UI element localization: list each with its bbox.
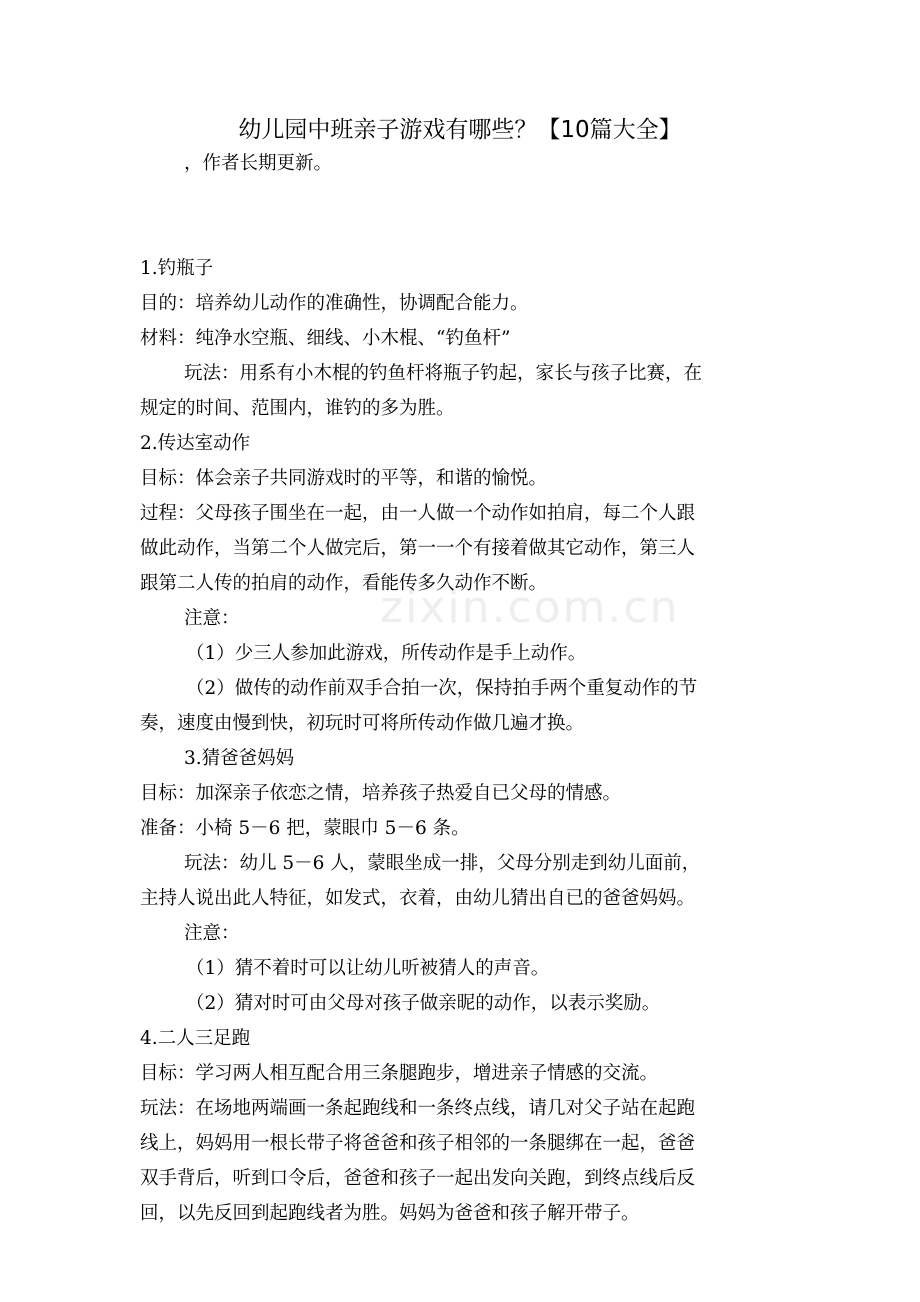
- document-title: 幼儿园中班亲子游戏有哪些？【10篇大全】: [238, 117, 682, 143]
- paragraph-line: 做此动作，当第二个人做完后，第一一个有接着做其它动作，第三人: [140, 538, 696, 559]
- watermark-text: zixin.com.cn: [380, 582, 680, 633]
- paragraph-line: 玩法：用系有小木棍的钓鱼杆将瓶子钓起，家长与孩子比赛，在: [184, 363, 703, 384]
- paragraph-line: 跟第二人传的拍肩的动作，看能传多久动作不断。: [140, 573, 548, 594]
- section-heading: 4.二人三足跑: [140, 1028, 251, 1049]
- section-heading: 1.钓瓶子: [140, 258, 214, 279]
- section-heading: 2.传达室动作: [140, 433, 251, 454]
- paragraph-line: 回，以先反回到起跑线者为胜。妈妈为爸爸和孩子解开带子。: [140, 1203, 640, 1224]
- paragraph-line: 玩法：在场地两端画一条起跑线和一条终点线，请几对父子站在起跑: [140, 1098, 696, 1119]
- section-heading: 3.猜爸爸妈妈: [184, 748, 295, 769]
- note-item: （2）猜对时可由父母对孩子做亲昵的动作，以表示奖励。: [186, 993, 661, 1014]
- paragraph-line: 目标：加深亲子依恋之情，培养孩子热爱自已父母的情感。: [140, 783, 622, 804]
- paragraph-line: 玩法：幼儿 5－6 人，蒙眼坐成一排，父母分别走到幼儿面前，: [184, 853, 701, 874]
- paragraph-line: 规定的时间、范围内，谁钓的多为胜。: [140, 398, 455, 419]
- intro-line: ，作者长期更新。: [184, 153, 333, 174]
- paragraph-line: 目的：培养幼儿动作的准确性，协调配合能力。: [140, 293, 529, 314]
- paragraph-line: 目标：体会亲子共同游戏时的平等，和谐的愉悦。: [140, 468, 548, 489]
- note-item: （2）做传的动作前双手合拍一次，保持拍手两个重复动作的节: [186, 678, 698, 699]
- paragraph-line: 主持人说出此人特征，如发式，衣着，由幼儿猜出自已的爸爸妈妈。: [140, 888, 696, 909]
- blank-line: [140, 216, 790, 251]
- blank-line: [140, 181, 790, 216]
- note-item: （1）猜不着时可以让幼儿听被猜人的声音。: [186, 958, 550, 979]
- paragraph-line: 准备：小椅 5－6 把，蒙眼巾 5－6 条。: [140, 818, 470, 839]
- paragraph-line: 目标：学习两人相互配合用三条腿跑步，增进亲子情感的交流。: [140, 1063, 659, 1084]
- document-body: [140, 146, 790, 1231]
- note-heading: 注意：: [184, 923, 240, 944]
- paragraph-line: 过程：父母孩子围坐在一起，由一人做一个动作如拍肩，每二个人跟: [140, 503, 696, 524]
- paragraph-line: 奏，速度由慢到快，初玩时可将所传动作做几遍才换。: [140, 713, 585, 734]
- note-item: （1）少三人参加此游戏，所传动作是手上动作。: [186, 643, 587, 664]
- note-heading: 注意：: [184, 608, 240, 629]
- paragraph-line: 线上，妈妈用一根长带子将爸爸和孩子相邻的一条腿绑在一起，爸爸: [140, 1133, 696, 1154]
- paragraph-line: 双手背后，听到口令后，爸爸和孩子一起出发向关跑，到终点线后反: [140, 1168, 696, 1189]
- paragraph-line: 材料：纯净水空瓶、细线、小木棍、“钓鱼杆”: [140, 328, 511, 349]
